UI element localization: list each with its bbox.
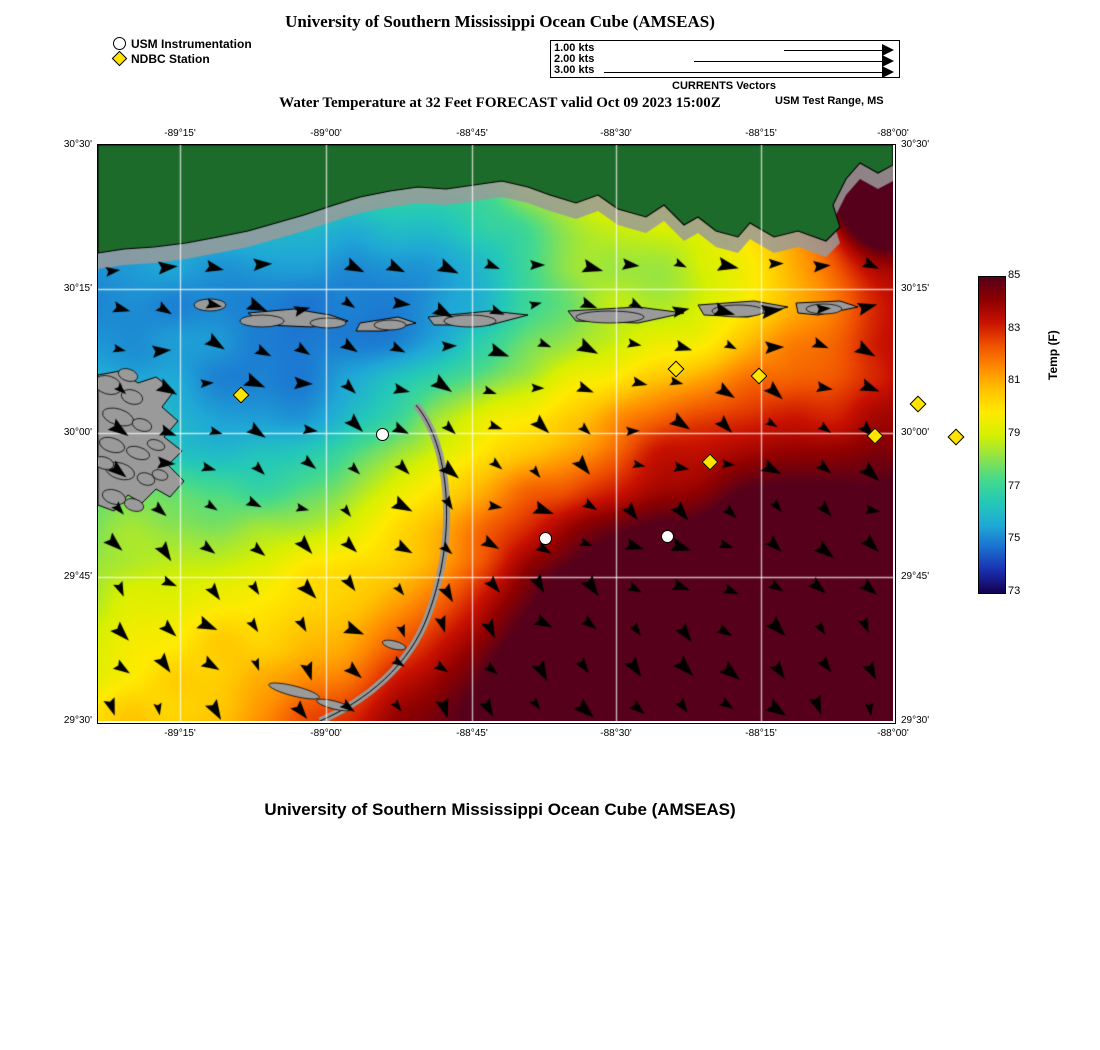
vector-key-label-1: 1.00 kts [554,42,595,54]
ndbc-station-marker[interactable] [753,370,765,382]
footer-title: University of Southern Mississippi Ocean Cube (AMSEAS) [264,800,736,819]
y-tick-right-4: 29°30' [901,715,930,726]
vector-key-label-2: 2.00 kts [554,53,595,65]
vector-key-caption: CURRENTS Vectors [672,80,776,92]
x-tick-bottom-3: -88°30' [600,728,632,739]
colorbar-tick-0: 85 [1008,269,1021,281]
diamond-marker-icon [867,428,884,445]
y-tick-left-1: 30°15' [63,283,92,294]
y-tick-left-3: 29°45' [63,571,92,582]
y-tick-right-1: 30°15' [901,283,930,294]
legend-item-ndbc [110,51,252,66]
diamond-marker-icon [751,368,768,385]
x-tick-top-2: -88°45' [456,128,488,139]
test-range-label: USM Test Range, MS [775,95,884,107]
y-tick-right-2: 30°00' [901,427,930,438]
colorbar-gradient [979,277,1005,593]
y-tick-left-4: 29°30' [63,715,92,726]
x-tick-bottom-1: -89°00' [310,728,342,739]
x-tick-top-4: -88°15' [745,128,777,139]
colorbar-tick-5: 75 [1008,532,1021,545]
usm-instrumentation-marker[interactable] [539,532,552,545]
temperature-field [98,145,893,721]
map-plot-area[interactable] [97,144,896,724]
x-tick-bottom-4: -88°15' [745,728,777,739]
page-title: University of Southern Mississippi Ocean Cube (AMSEAS) [285,12,715,31]
vector-key-label-3: 3.00 kts [554,64,595,76]
diamond-marker-icon [948,429,965,446]
x-tick-bottom-2: -88°45' [456,728,488,739]
map-legend [110,36,252,66]
y-tick-right-3: 29°45' [901,571,930,582]
colorbar-tick-1: 83 [1008,321,1021,334]
legend-label-ndbc: NDBC Station [131,51,210,66]
diamond-marker-icon [110,53,128,64]
colorbar-title: Temp (F) [1046,330,1060,380]
legend-label-usm: USM Instrumentation [131,36,252,51]
y-tick-left-2: 30°00' [63,427,92,438]
ndbc-station-marker[interactable] [912,398,924,410]
colorbar [978,276,1006,594]
circle-marker-icon [539,532,552,545]
usm-instrumentation-marker[interactable] [376,428,389,441]
ndbc-station-marker[interactable] [670,363,682,375]
ndbc-station-marker[interactable] [950,431,962,443]
x-tick-top-1: -89°00' [310,128,342,139]
circle-marker-icon [110,37,128,50]
circle-marker-icon [376,428,389,441]
ndbc-station-marker[interactable] [235,389,247,401]
x-tick-bottom-0: -89°15' [164,728,196,739]
ndbc-station-marker[interactable] [704,456,716,468]
map-subtitle: Water Temperature at 32 Feet FORECAST valid Oct 09 2023 15:00Z [279,95,721,111]
y-tick-left-0: 30°30' [63,139,92,150]
colorbar-tick-3: 79 [1008,427,1021,439]
y-tick-right-0: 30°30' [901,139,930,150]
colorbar-tick-2: 81 [1008,374,1021,387]
colorbar-tick-4: 77 [1008,479,1021,492]
x-tick-top-0: -89°15' [164,128,196,139]
vector-key-row-3 [551,65,899,77]
legend-item-usm [110,36,252,51]
diamond-marker-icon [702,454,719,471]
colorbar-tick-6: 73 [1008,585,1021,597]
x-tick-top-5: -88°00' [877,128,909,139]
circle-marker-icon [661,530,674,543]
x-tick-bottom-5: -88°00' [877,728,909,739]
diamond-marker-icon [910,396,927,413]
ndbc-station-marker[interactable] [869,430,881,442]
diamond-marker-icon [668,361,685,378]
diamond-marker-icon [233,387,250,404]
currents-vector-key [550,40,900,78]
x-tick-top-3: -88°30' [600,128,632,139]
usm-instrumentation-marker[interactable] [661,530,674,543]
